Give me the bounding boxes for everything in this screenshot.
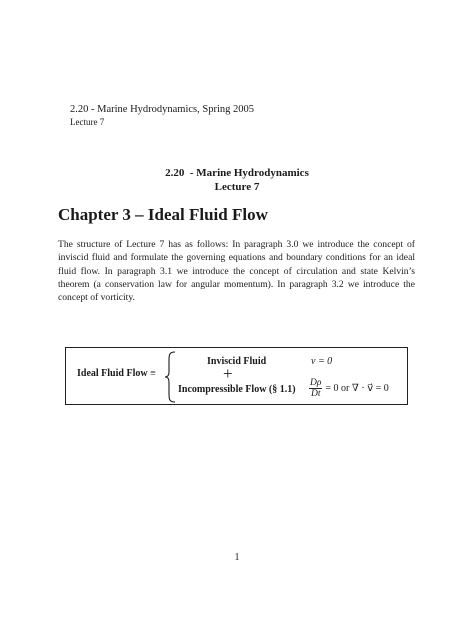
lhs-term: Ideal Fluid Flow bbox=[77, 368, 148, 379]
paragraph-line: The structure of Lecture 7 has as follows: In paragraph 3.0 we introduce the concept of bbox=[58, 239, 415, 250]
incompressible-condition-rest: = 0 or ∇ · v⃗ = 0 bbox=[325, 383, 389, 394]
paragraph-line: concept of vorticity. bbox=[58, 292, 135, 304]
incompressible-flow-label: Incompressible Flow (§ 1.1) bbox=[178, 384, 296, 395]
paragraph-line: fluid flow. In paragraph 3.1 we introduce the concept of circulation and state Kelvin’s bbox=[58, 265, 415, 277]
material-derivative-fraction bbox=[309, 378, 322, 399]
paragraph-line: inviscid fluid and formulate the governing equations and boundary conditions for an ideal bbox=[58, 252, 415, 264]
fraction-numerator: Dρ bbox=[310, 378, 322, 388]
inviscid-condition: ν = 0 bbox=[311, 356, 333, 367]
running-header bbox=[70, 103, 254, 129]
lecture-line: Lecture 7 bbox=[70, 117, 105, 127]
incompressible-condition bbox=[309, 378, 389, 399]
paragraph-line: theorem (a conservation law for angular momentum). In paragraph 3.2 we introduce the bbox=[58, 278, 415, 290]
page-number: 1 bbox=[234, 552, 240, 563]
left-brace-icon bbox=[164, 351, 176, 403]
plus-sign: + bbox=[223, 364, 233, 383]
title-line-course: 2.20 - Marine Hydrodynamics bbox=[165, 167, 309, 179]
title-line-lecture: Lecture 7 bbox=[214, 181, 260, 193]
definition-box bbox=[65, 347, 408, 405]
equivalence-symbol: ≡ bbox=[150, 368, 156, 379]
fraction-denominator: Dt bbox=[310, 389, 321, 399]
ideal-fluid-flow-label bbox=[77, 368, 156, 379]
chapter-title: Chapter 3 – Ideal Fluid Flow bbox=[58, 205, 268, 224]
inviscid-fluid-label: Inviscid Fluid bbox=[207, 356, 267, 367]
title-block bbox=[0, 166, 474, 194]
course-line: 2.20 - Marine Hydrodynamics, Spring 2005 bbox=[70, 104, 255, 115]
intro-paragraph bbox=[58, 238, 415, 304]
